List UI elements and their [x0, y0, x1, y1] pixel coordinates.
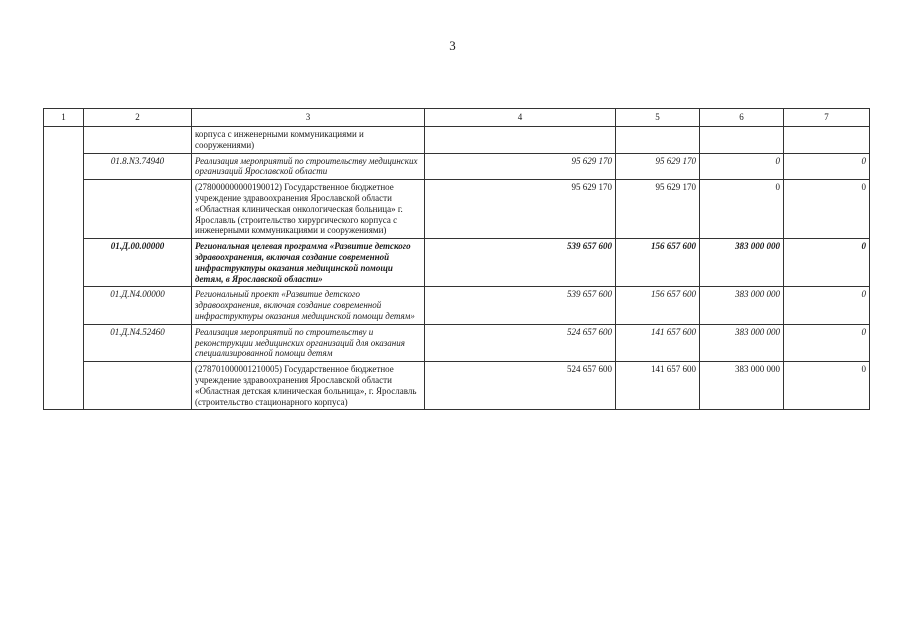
code-cell: 01.Д.N4.00000	[84, 287, 192, 324]
value-cell: 95 629 170	[616, 180, 700, 239]
name-cell: Реализация мероприятий по строительству и реконструкции медицинских организаций для оказания специализированной помощи детям	[192, 324, 425, 361]
value-cell: 383 000 000	[700, 239, 784, 287]
value-cell: 524 657 600	[425, 362, 616, 410]
column-1-merged-cell	[44, 127, 84, 410]
value-cell: 0	[700, 153, 784, 180]
value-cell: 0	[784, 180, 870, 239]
value-cell: 0	[700, 180, 784, 239]
table-row	[44, 324, 870, 361]
value-cell: 141 657 600	[616, 362, 700, 410]
value-cell: 156 657 600	[616, 239, 700, 287]
value-cell	[616, 127, 700, 154]
name-cell: Региональная целевая программа «Развитие детского здравоохранения, включая создание современной инфраструктуры оказания медицинской помощи детям, в Ярославской области»	[192, 239, 425, 287]
value-cell: 0	[784, 287, 870, 324]
page-number: 3	[449, 38, 456, 53]
budget-table	[43, 108, 870, 410]
table-row	[44, 239, 870, 287]
value-cell: 95 629 170	[425, 180, 616, 239]
header-row	[44, 109, 870, 127]
value-cell: 539 657 600	[425, 287, 616, 324]
table-row	[44, 287, 870, 324]
name-cell: Реализация мероприятий по строительству медицинских организаций Ярославской области	[192, 153, 425, 180]
value-cell: 383 000 000	[700, 287, 784, 324]
header-cell: 5	[616, 109, 700, 127]
value-cell: 95 629 170	[616, 153, 700, 180]
value-cell: 0	[784, 239, 870, 287]
code-cell: 01.8.N3.74940	[84, 153, 192, 180]
name-cell: Региональный проект «Развитие детского здравоохранения, включая создание современной инфраструктуры оказания медицинской помощи детям»	[192, 287, 425, 324]
header-cell: 6	[700, 109, 784, 127]
table-row	[44, 153, 870, 180]
value-cell: 383 000 000	[700, 324, 784, 361]
header-cell: 2	[84, 109, 192, 127]
value-cell	[784, 127, 870, 154]
value-cell	[425, 127, 616, 154]
value-cell: 95 629 170	[425, 153, 616, 180]
value-cell: 524 657 600	[425, 324, 616, 361]
value-cell	[700, 127, 784, 154]
table-row	[44, 362, 870, 410]
value-cell: 156 657 600	[616, 287, 700, 324]
value-cell: 383 000 000	[700, 362, 784, 410]
table-row	[44, 127, 870, 154]
header-cell: 4	[425, 109, 616, 127]
value-cell: 539 657 600	[425, 239, 616, 287]
code-cell	[84, 127, 192, 154]
code-cell	[84, 362, 192, 410]
value-cell: 141 657 600	[616, 324, 700, 361]
name-cell: (278000000000190012) Государственное бюджетное учреждение здравоохранения Ярославской области «Областная клиническая онкологическая больница» г. Ярославль (строительство хирургического корпуса с инженерными коммуникациями и сооружениями)	[192, 180, 425, 239]
value-cell: 0	[784, 153, 870, 180]
header-cell: 3	[192, 109, 425, 127]
table-row	[44, 180, 870, 239]
code-cell: 01.Д.N4.52460	[84, 324, 192, 361]
header-cell: 1	[44, 109, 84, 127]
code-cell: 01.Д.00.00000	[84, 239, 192, 287]
name-cell: корпуса с инженерными коммуникациями и сооружениями)	[192, 127, 425, 154]
header-cell: 7	[784, 109, 870, 127]
value-cell: 0	[784, 324, 870, 361]
name-cell: (278701000001210005) Государственное бюджетное учреждение здравоохранения Ярославской области «Областная детская клиническая больница», г. Ярославль (строительство стационарного корпуса)	[192, 362, 425, 410]
value-cell: 0	[784, 362, 870, 410]
code-cell	[84, 180, 192, 239]
